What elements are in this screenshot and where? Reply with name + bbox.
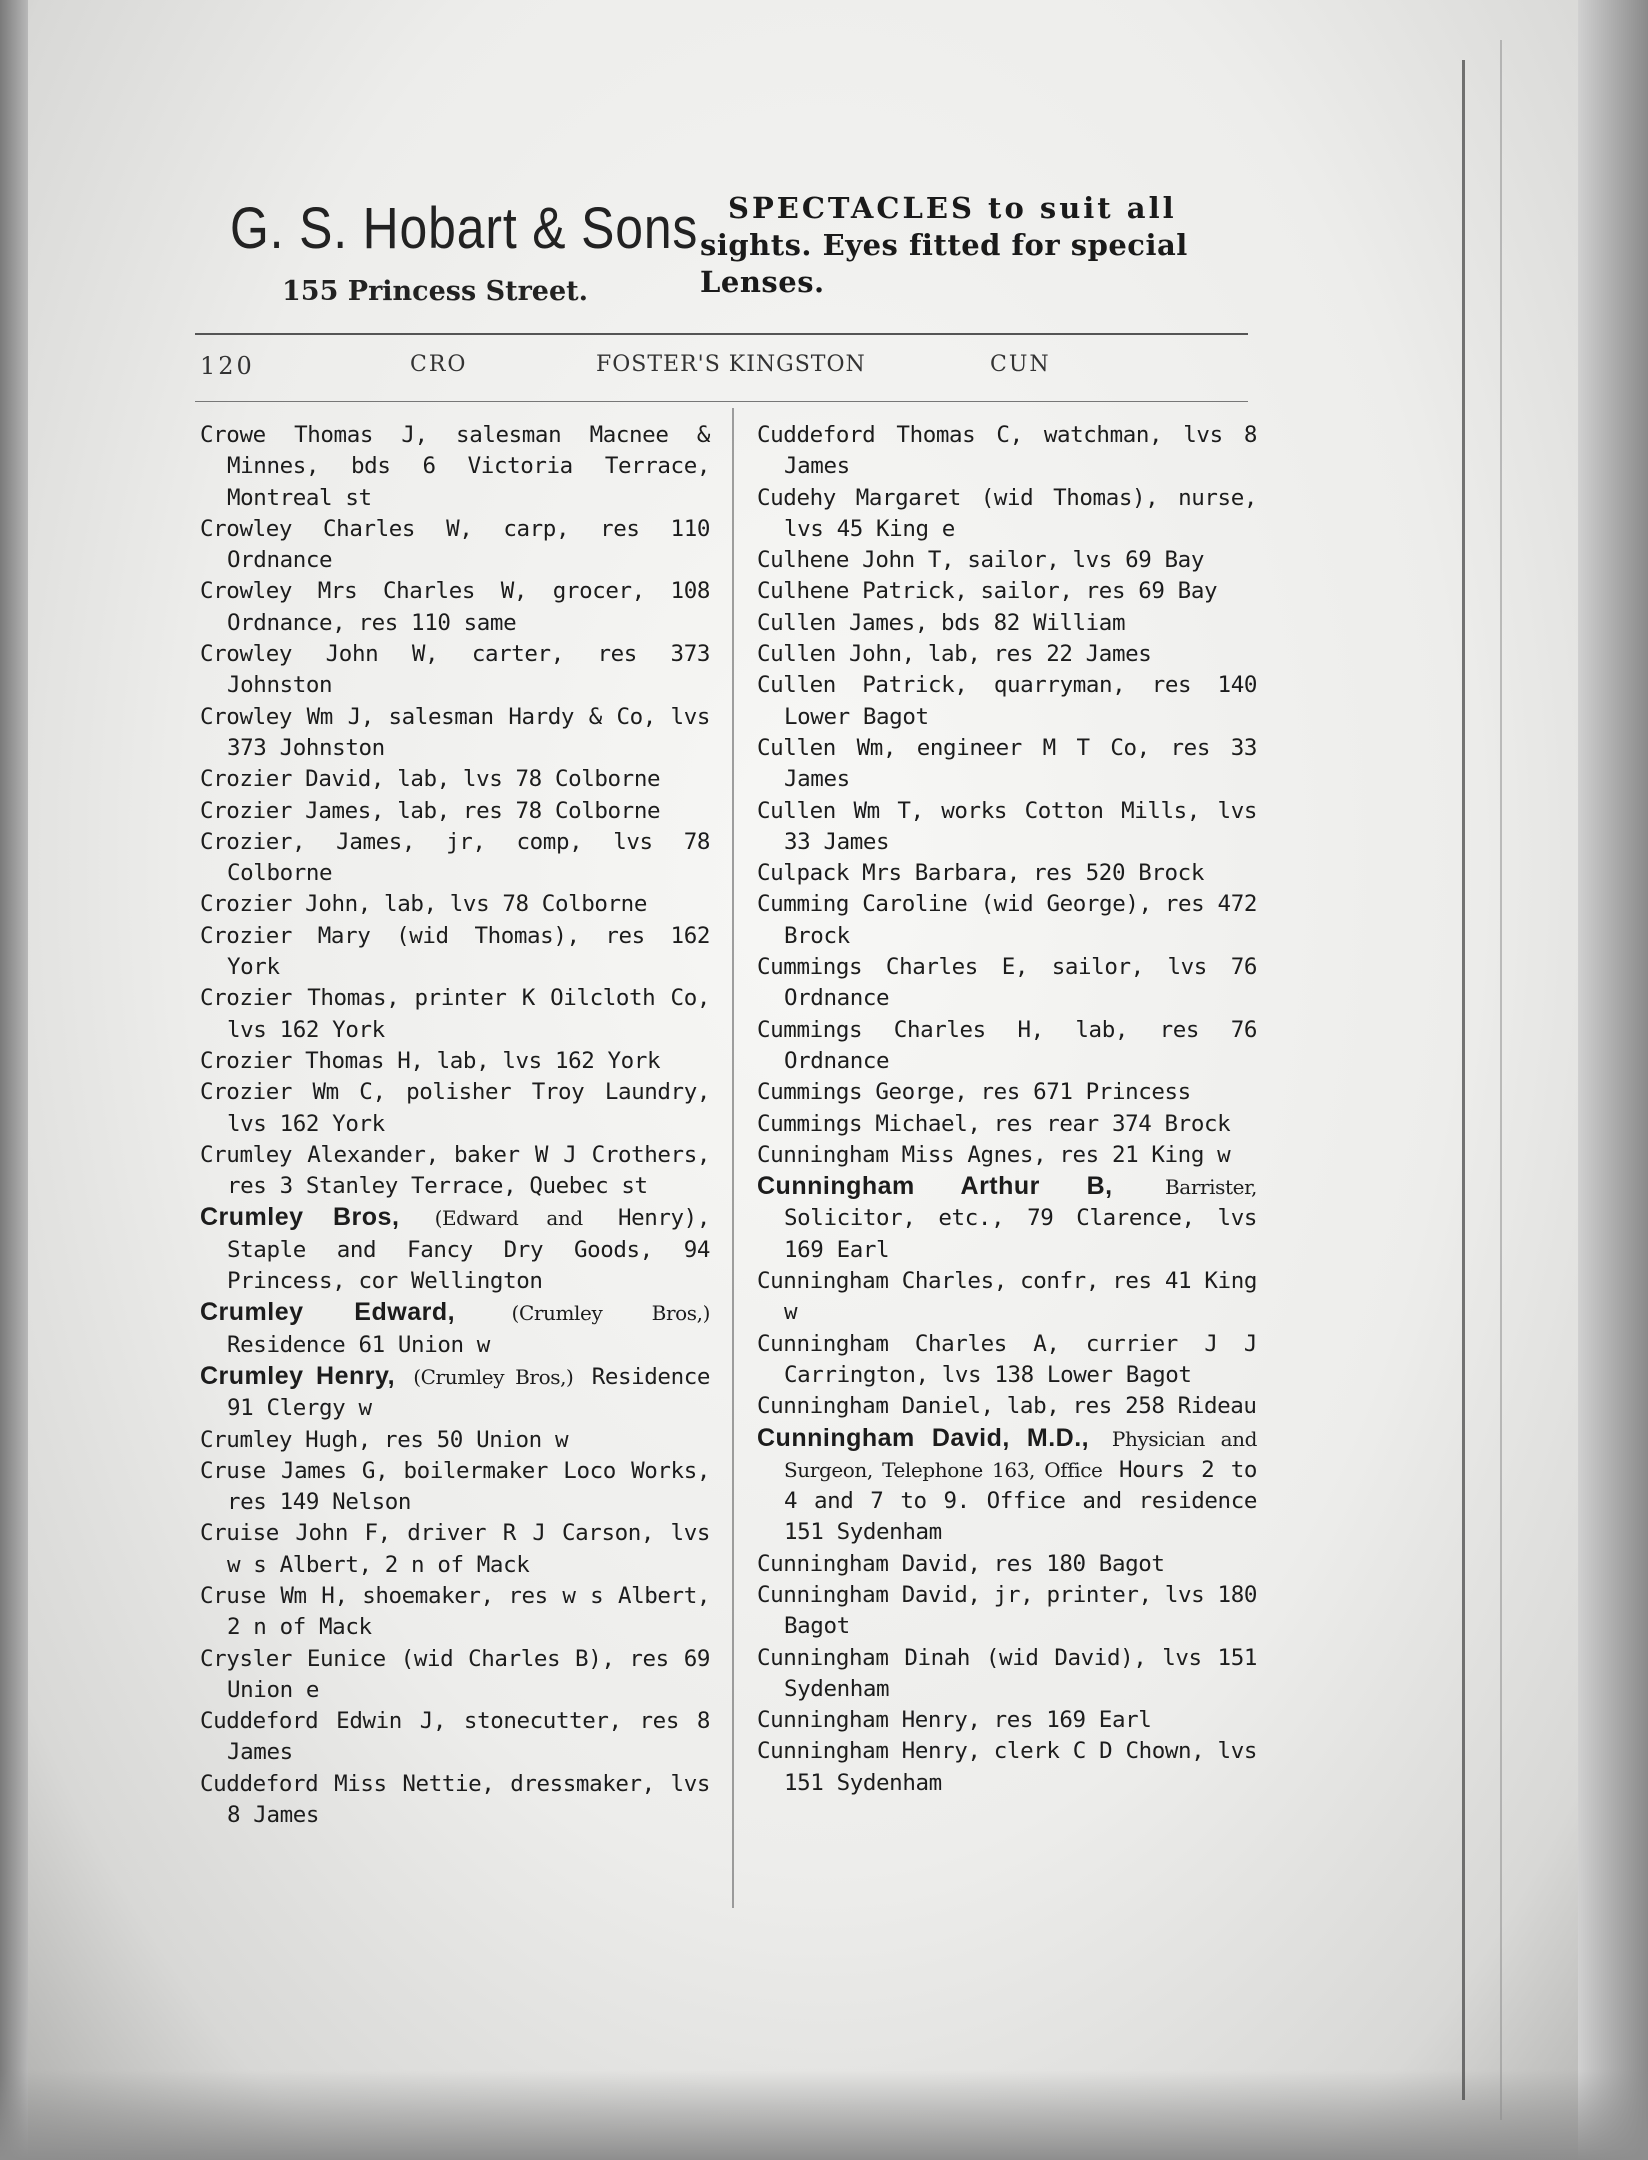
directory-entry [200, 514, 710, 577]
entry-text: Crowley Mrs Charles W, grocer, 108 Ordnance, res 110 same [200, 578, 710, 636]
directory-entry [757, 608, 1257, 639]
entry-text: Cummings Michael, res rear 374 Brock [757, 1110, 1231, 1137]
page-edge-left [0, 0, 28, 2160]
entry-text: Cunningham Charles, confr, res 41 King w [757, 1268, 1257, 1326]
business-name: Crumley Edward, [200, 1298, 456, 1327]
directory-entry [757, 1077, 1257, 1108]
entry-text: Crozier Wm C, polisher Troy Laundry, lvs 162 York [200, 1079, 710, 1137]
entry-text: Crozier James, lab, res 78 Colborne [200, 797, 661, 824]
entry-text: Crozier David, lab, lvs 78 Colborne [200, 766, 661, 793]
directory-entry [200, 983, 710, 1046]
directory-entry [757, 796, 1257, 859]
directory-entry [200, 1425, 710, 1456]
entry-text: Crozier Mary (wid Thomas), res 162 York [200, 922, 710, 981]
entry-text: Culhene Patrick, sailor, res 69 Bay [757, 578, 1218, 605]
entry-text: Cunningham Miss Agnes, res 21 King w [757, 1141, 1231, 1168]
ad-address: 155 Princess Street. [282, 276, 589, 307]
entry-text: Cunningham David, jr, printer, lvs 180 Bagot [757, 1581, 1257, 1640]
ad-spectacles-text [700, 190, 1220, 301]
directory-entry [757, 420, 1257, 483]
directory-entry [757, 1109, 1257, 1140]
business-name: Crumley Bros, [200, 1203, 400, 1232]
left-guide-word: CRO [410, 352, 468, 377]
entry-text: Cruise John F, driver R J Carson, lvs w s Albert, 2 n of Mack [200, 1520, 710, 1578]
entry-text: Cuddeford Miss Nettie, dressmaker, lvs 8 James [200, 1770, 710, 1829]
directory-entry [200, 1140, 710, 1203]
business-name: Crumley Henry, [200, 1361, 396, 1390]
entry-text: Crozier John, lab, lvs 78 Colborne [200, 891, 647, 918]
left-column [200, 420, 710, 1831]
business-note: (Crumley Bros,) [511, 1301, 710, 1326]
directory-entry [200, 1581, 710, 1644]
ad-firm-name: G. S. Hobart & Sons [230, 196, 699, 261]
directory-entry [757, 1423, 1257, 1549]
directory-entry [200, 1202, 710, 1297]
page-edge-bottom [0, 2070, 1648, 2160]
directory-entry [200, 1644, 710, 1707]
ad-line-3: Lenses. [700, 265, 825, 299]
entry-text: Cummings Charles E, sailor, lvs 76 Ordnance [757, 954, 1257, 1012]
entry-text: Cumming Caroline (wid George), res 472 Brock [757, 891, 1257, 949]
business-name: Cunningham David, M.D., [757, 1423, 1090, 1452]
business-note: Physician and Surgeon, Telephone 163, Office [784, 1426, 1257, 1482]
entry-text: Cunningham David, res 180 Bagot [757, 1550, 1165, 1577]
entry-text: Crowe Thomas J, salesman Macnee & Minnes, bds 6 Victoria Terrace, Montreal st [200, 422, 710, 511]
business-note: (Crumley Bros,) [413, 1364, 574, 1389]
directory-entry [757, 1580, 1257, 1643]
entry-text: Crozier Thomas, printer K Oilcloth Co, lvs 162 York [200, 985, 710, 1043]
running-title: FOSTER'S KINGSTON [596, 352, 866, 377]
directory-entry [757, 1171, 1257, 1266]
directory-entry [757, 858, 1257, 889]
ad-line-2: sights. Eyes fitted for special [700, 228, 1188, 262]
entry-text: Hours 2 to 4 and 7 to 9. Office and residence 151 Sydenham [784, 1456, 1257, 1546]
right-column [757, 420, 1257, 1799]
directory-entry [200, 702, 710, 765]
header-rule-bottom [195, 401, 1248, 402]
directory-entry [757, 733, 1257, 796]
directory-entry [757, 670, 1257, 733]
directory-entry [757, 1329, 1257, 1392]
directory-entry [200, 921, 710, 984]
entry-text: Cummings Charles H, lab, res 76 Ordnance [757, 1016, 1257, 1074]
entry-text: Cullen Wm, engineer M T Co, res 33 James [757, 734, 1257, 793]
directory-entry [200, 764, 710, 795]
entry-text: Crowley Wm J, salesman Hardy & Co, lvs 373 Johnston [200, 703, 710, 761]
entry-text: Cuddeford Edwin J, stonecutter, res 8 James [200, 1708, 710, 1766]
entry-text: Cunningham Daniel, lab, res 258 Rideau [757, 1393, 1257, 1420]
directory-entry [757, 952, 1257, 1015]
directory-entry [757, 1643, 1257, 1706]
entry-text: Cunningham Henry, clerk C D Chown, lvs 151 Sydenham [757, 1738, 1257, 1796]
page-edge-right [1578, 0, 1648, 2160]
directory-entry [757, 1705, 1257, 1736]
directory-entry [757, 1549, 1257, 1580]
business-note: (Edward and [434, 1206, 583, 1231]
binding-fold-line [1462, 60, 1465, 2100]
directory-entry [757, 576, 1257, 607]
directory-entry [200, 827, 710, 890]
directory-entry [200, 1456, 710, 1519]
column-divider [732, 408, 734, 1908]
directory-entry [200, 1769, 710, 1832]
business-name: Cunningham Arthur B, [757, 1172, 1113, 1201]
entry-text: Residence 91 Clergy w [227, 1363, 711, 1422]
directory-entry [200, 1518, 710, 1581]
entry-text: Culhene John T, sailor, lvs 69 Bay [757, 547, 1204, 574]
entry-text: Solicitor, etc., 79 Clarence, lvs 169 Earl [784, 1205, 1257, 1263]
entry-text: Cullen Wm T, works Cotton Mills, lvs 33 James [757, 797, 1257, 855]
entry-text: Cullen Patrick, quarryman, res 140 Lower Bagot [757, 672, 1257, 730]
directory-entry [200, 1077, 710, 1140]
entry-text: Crysler Eunice (wid Charles B), res 69 Union e [200, 1645, 710, 1703]
entry-text: Crozier Thomas H, lab, lvs 162 York [200, 1047, 661, 1074]
entry-text: Crozier, James, jr, comp, lvs 78 Colborne [200, 828, 710, 887]
directory-entry [200, 639, 710, 702]
entry-text: Crowley Charles W, carp, res 110 Ordnance [200, 515, 710, 574]
entry-text: Crumley Alexander, baker W J Crothers, res 3 Stanley Terrace, Quebec st [200, 1141, 710, 1200]
page-number: 120 [200, 352, 255, 380]
entry-text: Crumley Hugh, res 50 Union w [200, 1426, 569, 1453]
right-guide-word: CUN [990, 352, 1051, 377]
business-note: Barrister, [1165, 1175, 1257, 1200]
directory-entry [200, 1361, 710, 1425]
entry-text: Residence 61 Union w [227, 1331, 490, 1358]
entry-text: Cuddeford Thomas C, watchman, lvs 8 James [757, 422, 1257, 480]
directory-entry [757, 545, 1257, 576]
entry-text: Cudehy Margaret (wid Thomas), nurse, lvs 45 King e [757, 484, 1257, 542]
directory-entry [200, 1297, 710, 1361]
directory-entry [757, 1140, 1257, 1171]
entry-text: Cunningham Henry, res 169 Earl [757, 1707, 1152, 1734]
header-rule-top [195, 333, 1248, 335]
directory-entry [200, 1046, 710, 1077]
entry-text: Henry), Staple and Fancy Dry Goods, 94 Princess, cor Wellington [227, 1205, 710, 1295]
entry-text: Cullen James, bds 82 William [757, 609, 1126, 636]
directory-entry [200, 1706, 710, 1769]
directory-entry [757, 639, 1257, 670]
directory-entry [200, 420, 710, 514]
directory-entry [200, 576, 710, 639]
entry-text: Crowley John W, carter, res 373 Johnston [200, 641, 710, 699]
directory-entry [757, 889, 1257, 952]
entry-text: Cruse Wm H, shoemaker, res w s Albert, 2 n of Mack [200, 1582, 710, 1641]
binding-shadow-line [1500, 40, 1502, 2120]
directory-entry [200, 796, 710, 827]
entry-text: Cummings George, res 671 Princess [757, 1079, 1191, 1106]
entry-text: Cunningham Charles A, currier J J Carrington, lvs 138 Lower Bagot [757, 1330, 1257, 1388]
directory-entry [757, 1736, 1257, 1799]
directory-entry [757, 1015, 1257, 1078]
directory-entry [200, 889, 710, 920]
ad-line-1: SPECTACLES to suit all [728, 191, 1177, 225]
entry-text: Cunningham Dinah (wid David), lvs 151 Sydenham [757, 1644, 1257, 1702]
entry-text: Culpack Mrs Barbara, res 520 Brock [757, 860, 1204, 887]
directory-entry [757, 483, 1257, 546]
directory-entry [757, 1266, 1257, 1329]
entry-text: Cruse James G, boilermaker Loco Works, res 149 Nelson [200, 1457, 710, 1516]
directory-entry [757, 1391, 1257, 1422]
entry-text: Cullen John, lab, res 22 James [757, 641, 1152, 668]
